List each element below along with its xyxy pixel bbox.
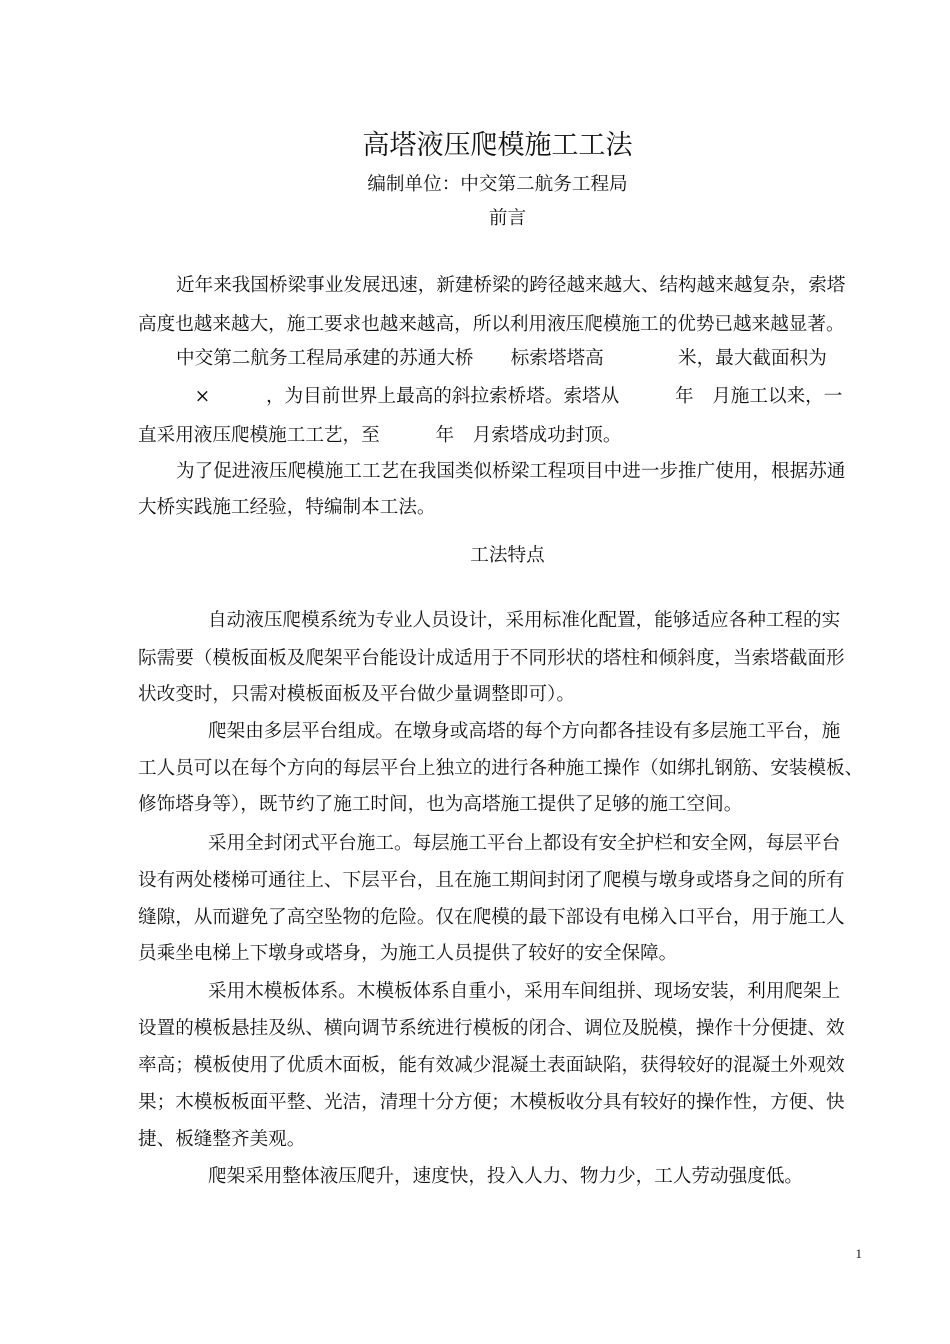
- preface-line: 近年来我国桥梁事业发展迅速，新建桥梁的跨径越来越大、结构越来越复杂，索塔: [176, 275, 846, 296]
- features-line: 设置的模板悬挂及纵、横向调节系统进行模板的闭合、调位及脱模，操作十分便捷、效: [138, 1018, 845, 1039]
- page-number: 1: [855, 1246, 862, 1261]
- features-line: 际需要（模板面板及爬架平台能设计成适用于不同形状的塔柱和倾斜度，当索塔截面形: [138, 648, 845, 669]
- features-line: 员乘坐电梯上下墩身或塔身，为施工人员提供了较好的安全保障。: [138, 943, 678, 964]
- preface-line: × ，为目前世界上最高的斜拉索桥塔。索塔从 年 月施工以来，一: [176, 386, 843, 407]
- features-line: 缝隙，从而避免了高空坠物的危险。仅在爬模的最下部设有电梯入口平台，用于施工人: [138, 907, 845, 928]
- features-line: 状改变时，只需对模板面板及平台做少量调整即可）。: [138, 684, 575, 705]
- features-line: 爬架采用整体液压爬升，速度快，投入人力、物力少，工人劳动强度低。: [208, 1166, 804, 1187]
- preface-line: 高度也越来越大，施工要求也越来越高，所以利用液压爬模施工的优势已越来越显著。: [138, 314, 845, 335]
- features-line: 果；木模板板面平整、光洁，清理十分方便；木模板收分具有较好的操作性，方便、快: [138, 1092, 845, 1113]
- features-line: 自动液压爬模系统为专业人员设计，采用标准化配置，能够适应各种工程的实: [208, 610, 841, 631]
- preface-line: 中交第二航务工程局承建的苏通大桥 标索塔塔高 米，最大截面积为: [176, 348, 827, 369]
- features-line: 设有两处楼梯可通往上、下层平台，且在施工期间封闭了爬模与墩身或塔身之间的所有: [138, 870, 845, 891]
- features-line: 采用木模板体系。木模板体系自重小，采用车间组拼、现场安装，利用爬架上: [208, 981, 841, 1002]
- features-line: 爬架由多层平台组成。在墩身或高塔的每个方向都各挂设有多层施工平台，施: [208, 721, 841, 742]
- compiler-unit: 编制单位：中交第二航务工程局: [367, 174, 628, 195]
- features-line: 捷、板缝整齐美观。: [138, 1129, 306, 1150]
- preface-line: 为了促进液压爬模施工工艺在我国类似桥梁工程项目中进一步推广使用，根据苏通: [176, 461, 846, 482]
- features-line: 率高；模板使用了优质木面板，能有效减少混凝土表面缺陷，获得较好的混凝土外观效: [138, 1055, 845, 1076]
- preface-heading: 前言: [488, 208, 527, 229]
- features-line: 采用全封闭式平台施工。每层施工平台上都设有安全护栏和安全网，每层平台: [208, 833, 841, 854]
- preface-line: 直采用液压爬模施工工艺，至 年 月索塔成功封顶。: [138, 425, 622, 446]
- document-title: 高塔液压爬模施工工法: [362, 130, 633, 161]
- features-line: 修饰塔身等），既节约了施工时间，也为高塔施工提供了足够的施工空间。: [138, 794, 743, 815]
- preface-line: 大桥实践施工经验，特编制本工法。: [138, 497, 436, 518]
- features-heading: 工法特点: [470, 545, 545, 566]
- features-line: 工人员可以在每个方向的每层平台上独立的进行各种施工操作（如绑扎钢筋、安装模板、: [138, 758, 864, 779]
